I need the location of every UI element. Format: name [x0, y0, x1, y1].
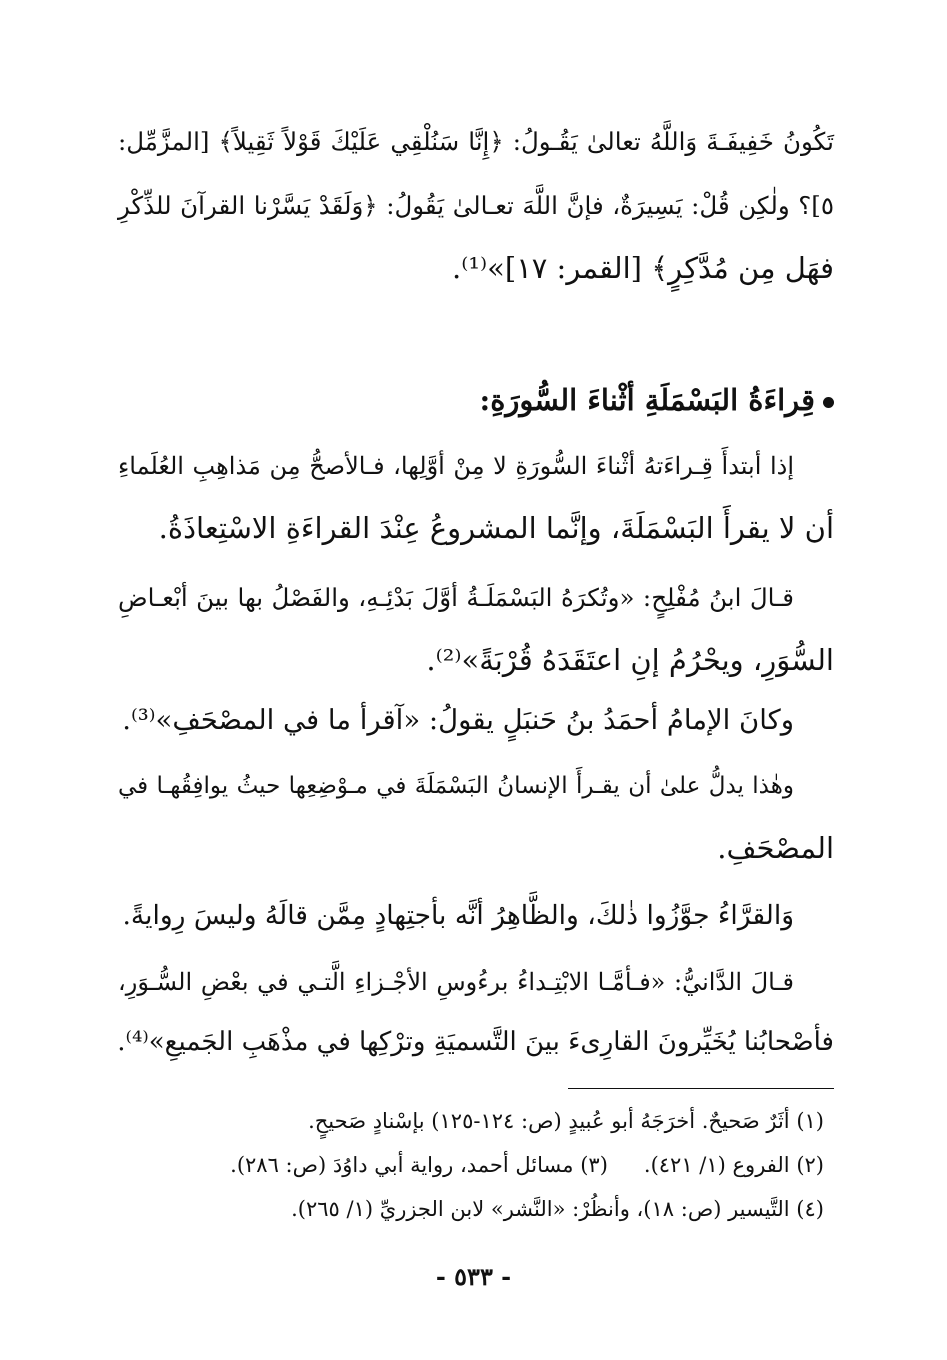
bullet-icon	[823, 397, 834, 408]
footnote-divider	[568, 1088, 834, 1089]
footnote-3: (٣) مسائل أحمد، رواية أبي داوُدَ (ص: ٢٨٦).	[230, 1153, 608, 1177]
body-line: وَالقرَّاءُ جوَّزُوا ذٰلكَ، والظَّاهِرُ أنَّه بأجتِهادٍ مِمَّن قالَهُ وليسَ رِوايةً.	[122, 900, 794, 931]
footnote-1: (١) أثَرٌ صَحيحٌ. أخرَجَهُ أبو عُبيدٍ (ص: ١٢٤-١٢٥) بإسْنادٍ صَحيحٍ.	[308, 1109, 824, 1133]
page-number: - ٥٣٣ -	[435, 1262, 512, 1291]
body-line: وهٰذا يدلُّ علىٰ أن يقـرأَ الإنسانُ البَسْمَلَةَ في مـوْضِعِها حيثُ يوافِقُهـا في	[118, 773, 794, 799]
section-heading	[480, 380, 834, 420]
footnote-4: (٤) التَّيسير (ص: ١٨)، وأنظُرْ: «النَّشر» لابن الجزريِّ (١/ ٢٦٥).	[291, 1197, 824, 1221]
body-line: وكانَ الإمامُ أحمَدُ بنُ حَنبَلٍ يقولُ: «آقرأ ما في المصْحَفِ»⁽³⁾.	[122, 704, 794, 736]
body-line: فهَل مِن مُدَّكِرٍ﴾ [القمر: ١٧]»⁽¹⁾.	[452, 251, 834, 285]
body-line: المصْحَفِ.	[717, 831, 834, 865]
body-line: فأصْحابُنا يُخَيِّرونَ القارِىءَ بينَ التَّسميَةِ وترْكِها في مذْهَبِ الجَميعِ»⁽⁴⁾.	[117, 1027, 834, 1057]
footnote-row	[230, 1150, 824, 1180]
body-line: أن لا يقرأَ البَسْمَلَةَ، وإنَّما المشروعُ عِنْدَ القراءَةِ الاسْتِعاذَةُ.	[158, 511, 834, 545]
body-line: قـالَ ابنُ مُفْلِحٍ: «وتُكرَهُ البَسْمَلَـةُ أوَّلَ بَدْئِـهِ، والفَصْلُ بها بينَ أبْعـاضِ	[118, 583, 794, 612]
body-line: ٥]؟ ولٰكِن قُلْ: يَسِيرَةٌ، فإنَّ اللَّهَ تعـالىٰ يَقُولُ: ﴿وَلَقَدْ يَسَّرْنا القرآنَ للذِّكْرِ	[118, 191, 834, 220]
section-heading-text: قِراءَةُ البَسْمَلَةِ أثْناءَ السُّورَةِ:	[479, 383, 815, 417]
footnote-2: (٢) الفروع (١/ ٤٢١).	[643, 1153, 824, 1177]
body-line: قـالَ الدَّانيُّ: «فـأمَّـا الابْتِـداءُ برءُوسِ الأجْـزاءِ الَّتـي في بعْضِ السُّـوَرِ،	[118, 968, 794, 996]
body-line: إذا أبتدأَ قِـراءَتهُ أثْناءَ السُّورَةِ لا مِنْ أوَّلِها، فـالأصحُّ مِن مَذاهِبِ العُلَماءِ	[118, 452, 794, 480]
body-line: تَكُونُ خَفِيفَـةَ وَاللَّهُ تعالىٰ يَقُـولُ: ﴿إِنَّا سَنُلْقِي عَلَيْكَ قَوْلاً ثَقِيلاً﴾ [المزَّمِّل:	[118, 127, 834, 156]
body-line: السُّوَرِ، ويحْرُمُ إنِ اعتَقَدَهُ قُرْبَةً»⁽²⁾.	[426, 643, 834, 677]
book-page	[118, 0, 834, 1360]
